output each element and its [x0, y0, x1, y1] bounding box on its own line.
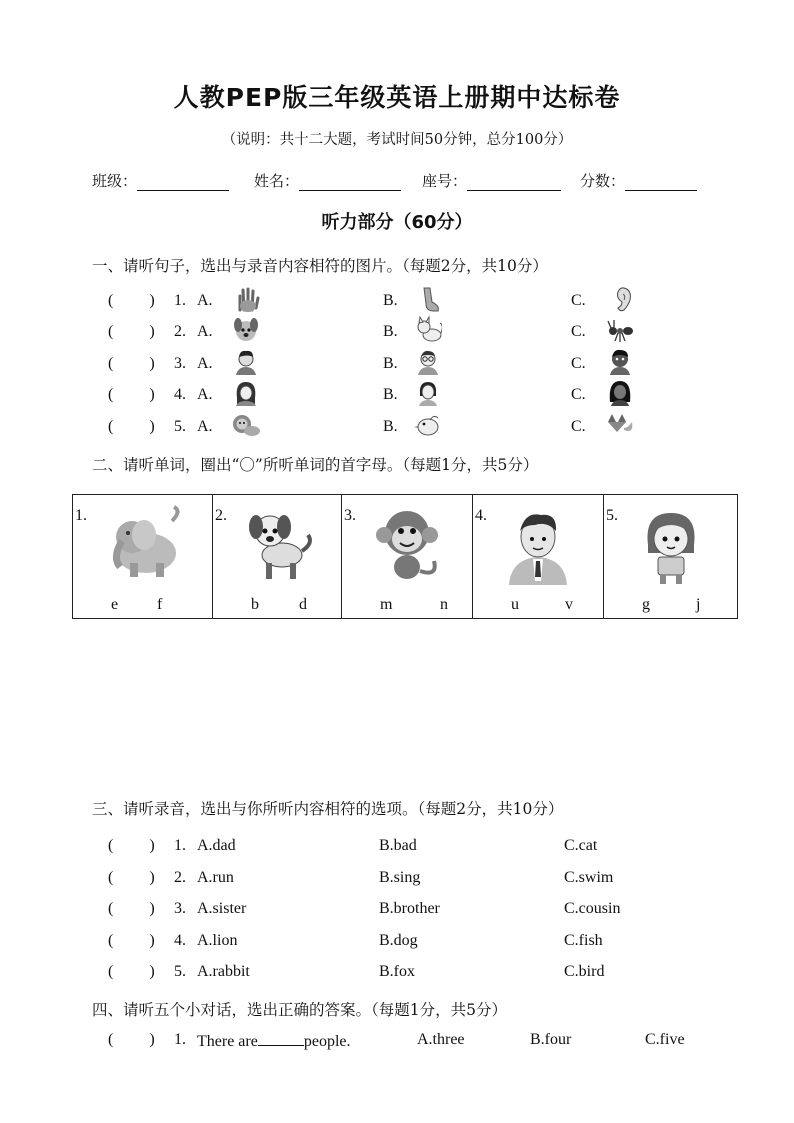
class-label: 班级：	[92, 172, 138, 190]
score-field	[580, 170, 697, 191]
question-number: 5.	[174, 963, 186, 980]
dog-face-icon[interactable]	[232, 315, 260, 343]
section2-heading: 二、请听单词，圈出“〇”所听单词的首字母。（每题1分，共5分）	[92, 456, 539, 474]
letter-option-2[interactable]: j	[696, 596, 701, 613]
boy-glasses-icon[interactable]	[414, 347, 442, 375]
option-b[interactable]: B.brother	[379, 900, 440, 917]
score-blank[interactable]	[625, 174, 697, 191]
option-a[interactable]: A.	[197, 323, 213, 340]
letter-option-2[interactable]: f	[157, 596, 163, 613]
score-label: 分数：	[580, 172, 626, 190]
question-number: 1.	[174, 1031, 186, 1048]
answer-paren[interactable]: ( )	[108, 1031, 155, 1048]
letter-option-1[interactable]: g	[642, 596, 650, 613]
letter-option-1[interactable]: u	[511, 596, 519, 613]
question-number: 3.	[174, 355, 186, 372]
option-a[interactable]: A.	[197, 418, 213, 435]
option-a[interactable]: A.three	[417, 1031, 465, 1048]
boy-icon[interactable]	[232, 347, 260, 375]
question-number: 2.	[174, 323, 186, 340]
option-a[interactable]: A.run	[197, 869, 234, 886]
answer-paren[interactable]: ( )	[108, 869, 155, 886]
letter-option-1[interactable]: e	[111, 596, 119, 613]
option-c[interactable]: C.cat	[564, 837, 598, 854]
answer-paren[interactable]: ( )	[108, 386, 155, 403]
seat-label: 座号：	[422, 172, 468, 190]
option-c[interactable]: C.	[571, 323, 586, 340]
option-b[interactable]: B.	[383, 355, 398, 372]
fox-icon[interactable]	[606, 410, 634, 438]
bird-icon[interactable]	[414, 410, 442, 438]
answer-paren[interactable]: ( )	[108, 323, 155, 340]
answer-paren[interactable]: ( )	[108, 292, 155, 309]
girl-icon	[628, 501, 714, 585]
question-number: 1.	[174, 837, 186, 854]
answer-paren[interactable]: ( )	[108, 418, 155, 435]
option-c[interactable]: C.	[571, 386, 586, 403]
girl-icon[interactable]	[232, 378, 260, 406]
cell-number: 4.	[475, 507, 487, 524]
letter-option-1[interactable]: m	[380, 596, 393, 613]
boy-dark-icon[interactable]	[606, 347, 634, 375]
hand-icon[interactable]	[232, 284, 260, 312]
question-number: 5.	[174, 418, 186, 435]
option-b[interactable]: B.	[383, 323, 398, 340]
girl-dark-icon[interactable]	[606, 378, 634, 406]
grid-cell	[213, 495, 342, 619]
listening-title: 听力部分（60分）	[321, 212, 473, 233]
option-a[interactable]: A.dad	[197, 837, 236, 854]
girl-short-hair-icon[interactable]	[414, 378, 442, 406]
question-number: 4.	[174, 386, 186, 403]
cell-number: 3.	[344, 507, 356, 524]
section3-heading: 三、请听录音，选出与你所听内容相符的选项。（每题2分，共10分）	[92, 800, 564, 818]
letter-option-2[interactable]: n	[440, 596, 448, 613]
seat-field	[422, 170, 561, 191]
option-c[interactable]: C.	[571, 418, 586, 435]
option-b[interactable]: B.	[383, 292, 398, 309]
option-c[interactable]: C.swim	[564, 869, 614, 886]
option-b[interactable]: B.four	[530, 1031, 572, 1048]
question-number: 4.	[174, 932, 186, 949]
grid-cell	[73, 495, 213, 619]
page-title: 人教PEP版三年级英语上册期中达标卷	[173, 83, 621, 112]
option-c[interactable]: C.five	[645, 1031, 685, 1048]
name-label: 姓名：	[254, 172, 300, 190]
question-number: 3.	[174, 900, 186, 917]
letter-option-1[interactable]: b	[251, 596, 259, 613]
stem-after: people.	[303, 1033, 351, 1050]
question-number: 2.	[174, 869, 186, 886]
question-number: 1.	[174, 292, 186, 309]
name-field	[254, 170, 401, 191]
man-icon	[495, 501, 581, 585]
grid-cell	[473, 495, 604, 619]
letter-option-2[interactable]: d	[299, 596, 307, 613]
answer-paren[interactable]: ( )	[108, 837, 155, 854]
option-a[interactable]: A.rabbit	[197, 963, 250, 980]
seat-blank[interactable]	[467, 174, 561, 191]
option-a[interactable]: A.sister	[197, 900, 247, 917]
answer-paren[interactable]: ( )	[108, 355, 155, 372]
option-c[interactable]: C.bird	[564, 963, 605, 980]
option-c[interactable]: C.cousin	[564, 900, 621, 917]
question-stem	[197, 1031, 351, 1051]
elephant-icon	[100, 501, 186, 585]
name-blank[interactable]	[299, 174, 401, 191]
lion-icon[interactable]	[232, 410, 260, 438]
letter-grid	[72, 494, 738, 619]
foot-icon[interactable]	[414, 284, 442, 312]
option-b[interactable]: B.sing	[379, 869, 421, 886]
cell-number: 5.	[606, 507, 618, 524]
class-blank[interactable]	[137, 174, 229, 191]
class-field	[92, 170, 229, 191]
grid-cell	[342, 495, 473, 619]
grid-cell	[604, 495, 738, 619]
fill-blank[interactable]	[258, 1031, 304, 1046]
monkey-icon	[364, 501, 450, 585]
option-a[interactable]: A.	[197, 292, 213, 309]
option-c[interactable]: C.	[571, 292, 586, 309]
cell-number: 2.	[215, 507, 227, 524]
ant-icon[interactable]	[606, 315, 634, 343]
option-b[interactable]: B.dog	[379, 932, 418, 949]
answer-paren[interactable]: ( )	[108, 963, 155, 980]
ear-icon[interactable]	[606, 284, 634, 312]
answer-paren[interactable]: ( )	[108, 900, 155, 917]
option-b[interactable]: B.	[383, 386, 398, 403]
exam-note: （说明：共十二大题，考试时间50分钟，总分100分）	[221, 132, 573, 148]
option-b[interactable]: B.bad	[379, 837, 417, 854]
cat-icon[interactable]	[414, 315, 442, 343]
option-a[interactable]: A.	[197, 386, 213, 403]
section1-heading: 一、请听句子，选出与录音内容相符的图片。（每题2分，共10分）	[92, 257, 548, 275]
letter-option-2[interactable]: v	[565, 596, 573, 613]
dog-icon	[234, 501, 320, 585]
section4-heading: 四、请听五个小对话，选出正确的答案。（每题1分，共5分）	[92, 1001, 507, 1019]
answer-paren[interactable]: ( )	[108, 932, 155, 949]
option-b[interactable]: B.	[383, 418, 398, 435]
option-a[interactable]: A.lion	[197, 932, 238, 949]
option-b[interactable]: B.fox	[379, 963, 415, 980]
option-c[interactable]: C.fish	[564, 932, 603, 949]
stem-before: There are	[197, 1033, 258, 1050]
option-c[interactable]: C.	[571, 355, 586, 372]
option-a[interactable]: A.	[197, 355, 213, 372]
cell-number: 1.	[75, 507, 87, 524]
